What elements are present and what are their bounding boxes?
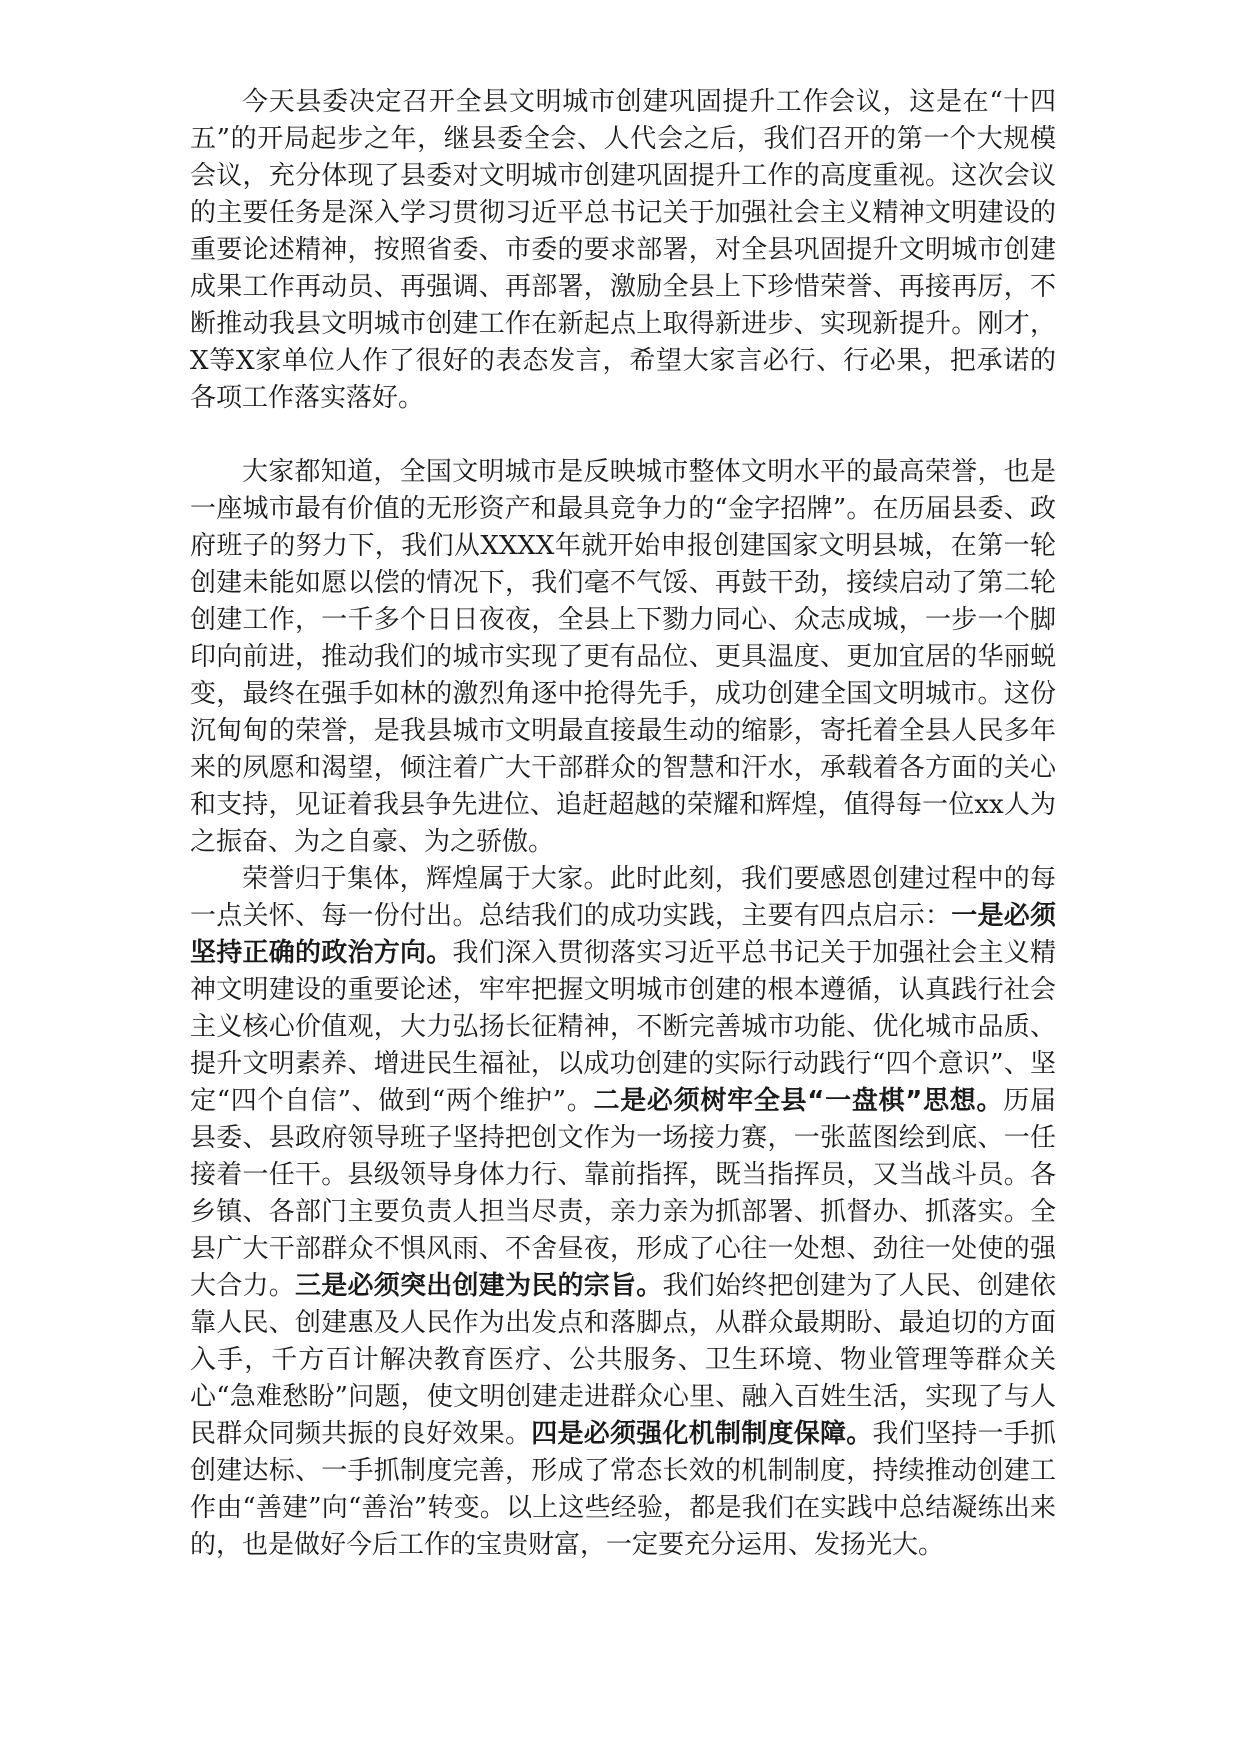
lesson-heading-3: 三是必须突出创建为民的宗旨。 <box>295 1271 663 1301</box>
paragraph-text: 我们深入贯彻落实习近平总书记关于加强社会主义精神文明建设的重要论述，牢牢把握文明城市创建的根本遵循，认真践行社会主义核心价值观，大力弘扬长征精神，不断完善城市功能、优化城市品质、提升文明素养、增进民生福祉，以成功创建的实际行动践行“四个意识”、坚定“四个自信”、做到“两个维护”。 <box>190 938 1056 1116</box>
lesson-heading-4: 四是必须强化机制制度保障。 <box>531 1419 873 1449</box>
paragraph-text: 我们坚持一手抓创建达标、一手抓制度完善，形成了常态长效的机制制度，持续推动创建工作由“善建”向“善治”转变。以上这些经验，都是我们在实践中总结凝练出来的，也是做好今后工作的宝贵财富，一定要充分运用、发扬光大。 <box>190 1419 1056 1560</box>
paragraph-opening <box>190 84 1056 417</box>
paragraph-text: 大家都知道，全国文明城市是反映城市整体文明水平的最高荣誉，也是一座城市最有价值的无形资产和最具竞争力的“金字招牌”。在历届县委、政府班子的努力下，我们从XXXX年就开始申报创建国家文明县城，在第一轮创建未能如愿以偿的情况下，我们毫不气馁、再鼓干劲，接续启动了第二轮创建工作，一千多个日日夜夜，全县上下勠力同心、众志成城，一步一个脚印向前进，推动我们的城市实现了更有品位、更具温度、更加宜居的华丽蜕变，最终在强手如林的激烈角逐中抢得先手，成功创建全国文明城市。这份沉甸甸的荣誉，是我县城市文明最直接最生动的缩影，寄托着全县人民多年来的夙愿和渴望，倾注着广大干部群众的智慧和汗水，承载着各方面的关心和支持，见证着我县争先进位、追赶超越的荣耀和辉煌，值得每一位xx人为之振奋、为之自豪、为之骄傲。 <box>190 457 1056 857</box>
paragraph-text: 荣誉归于集体，辉煌属于大家。此时此刻，我们要感恩创建过程中的每一点关怀、每一份付出。总结我们的成功实践，主要有四点启示： <box>190 864 1056 931</box>
lesson-heading-2: 二是必须树牢全县“一盘棋”思想。 <box>593 1086 1004 1116</box>
paragraph-honor <box>190 454 1056 861</box>
paragraph-text: 今天县委决定召开全县文明城市创建巩固提升工作会议，这是在“十四五”的开局起步之年，继县委全会、人代会之后，我们召开的第一个大规模会议，充分体现了县委对文明城市创建巩固提升工作的高度重视。这次会议的主要任务是深入学习贯彻习近平总书记关于加强社会主义精神文明建设的重要论述精神，按照省委、市委的要求部署，对全县巩固提升文明城市创建成果工作再动员、再强调、再部署，激励全县上下珍惜荣誉、再接再厉，不断推动我县文明城市创建工作在新起点上取得新进步、实现新提升。刚才，X等X家单位人作了很好的表态发言，希望大家言必行、行必果，把承诺的各项工作落实落好。 <box>190 87 1056 413</box>
paragraph-text: 我们始终把创建为了人民、创建依靠人民、创建惠及人民作为出发点和落脚点，从群众最期盼、最迫切的方面入手，千方百计解决教育医疗、公共服务、卫生环境、物业管理等群众关心“急难愁盼”问题，使文明创建走进群众心里、融入百姓生活，实现了与人民群众同频共振的良好效果。 <box>190 1271 1056 1449</box>
lesson-heading-1: 一是必须坚持正确的政治方向。 <box>190 901 1056 968</box>
document-body <box>190 84 1056 1564</box>
paragraph-text: 历届县委、县政府领导班子坚持把创文作为一场接力赛，一张蓝图绘到底、一任接着一任干。县级领导身体力行、靠前指挥，既当指挥员，又当战斗员。各乡镇、各部门主要负责人担当尽责，亲力亲为抓部署、抓督办、抓落实。全县广大干部群众不惧风雨、不舍昼夜，形成了心往一处想、劲往一处使的强大合力。 <box>190 1086 1056 1301</box>
paragraph-lessons <box>190 861 1056 1564</box>
